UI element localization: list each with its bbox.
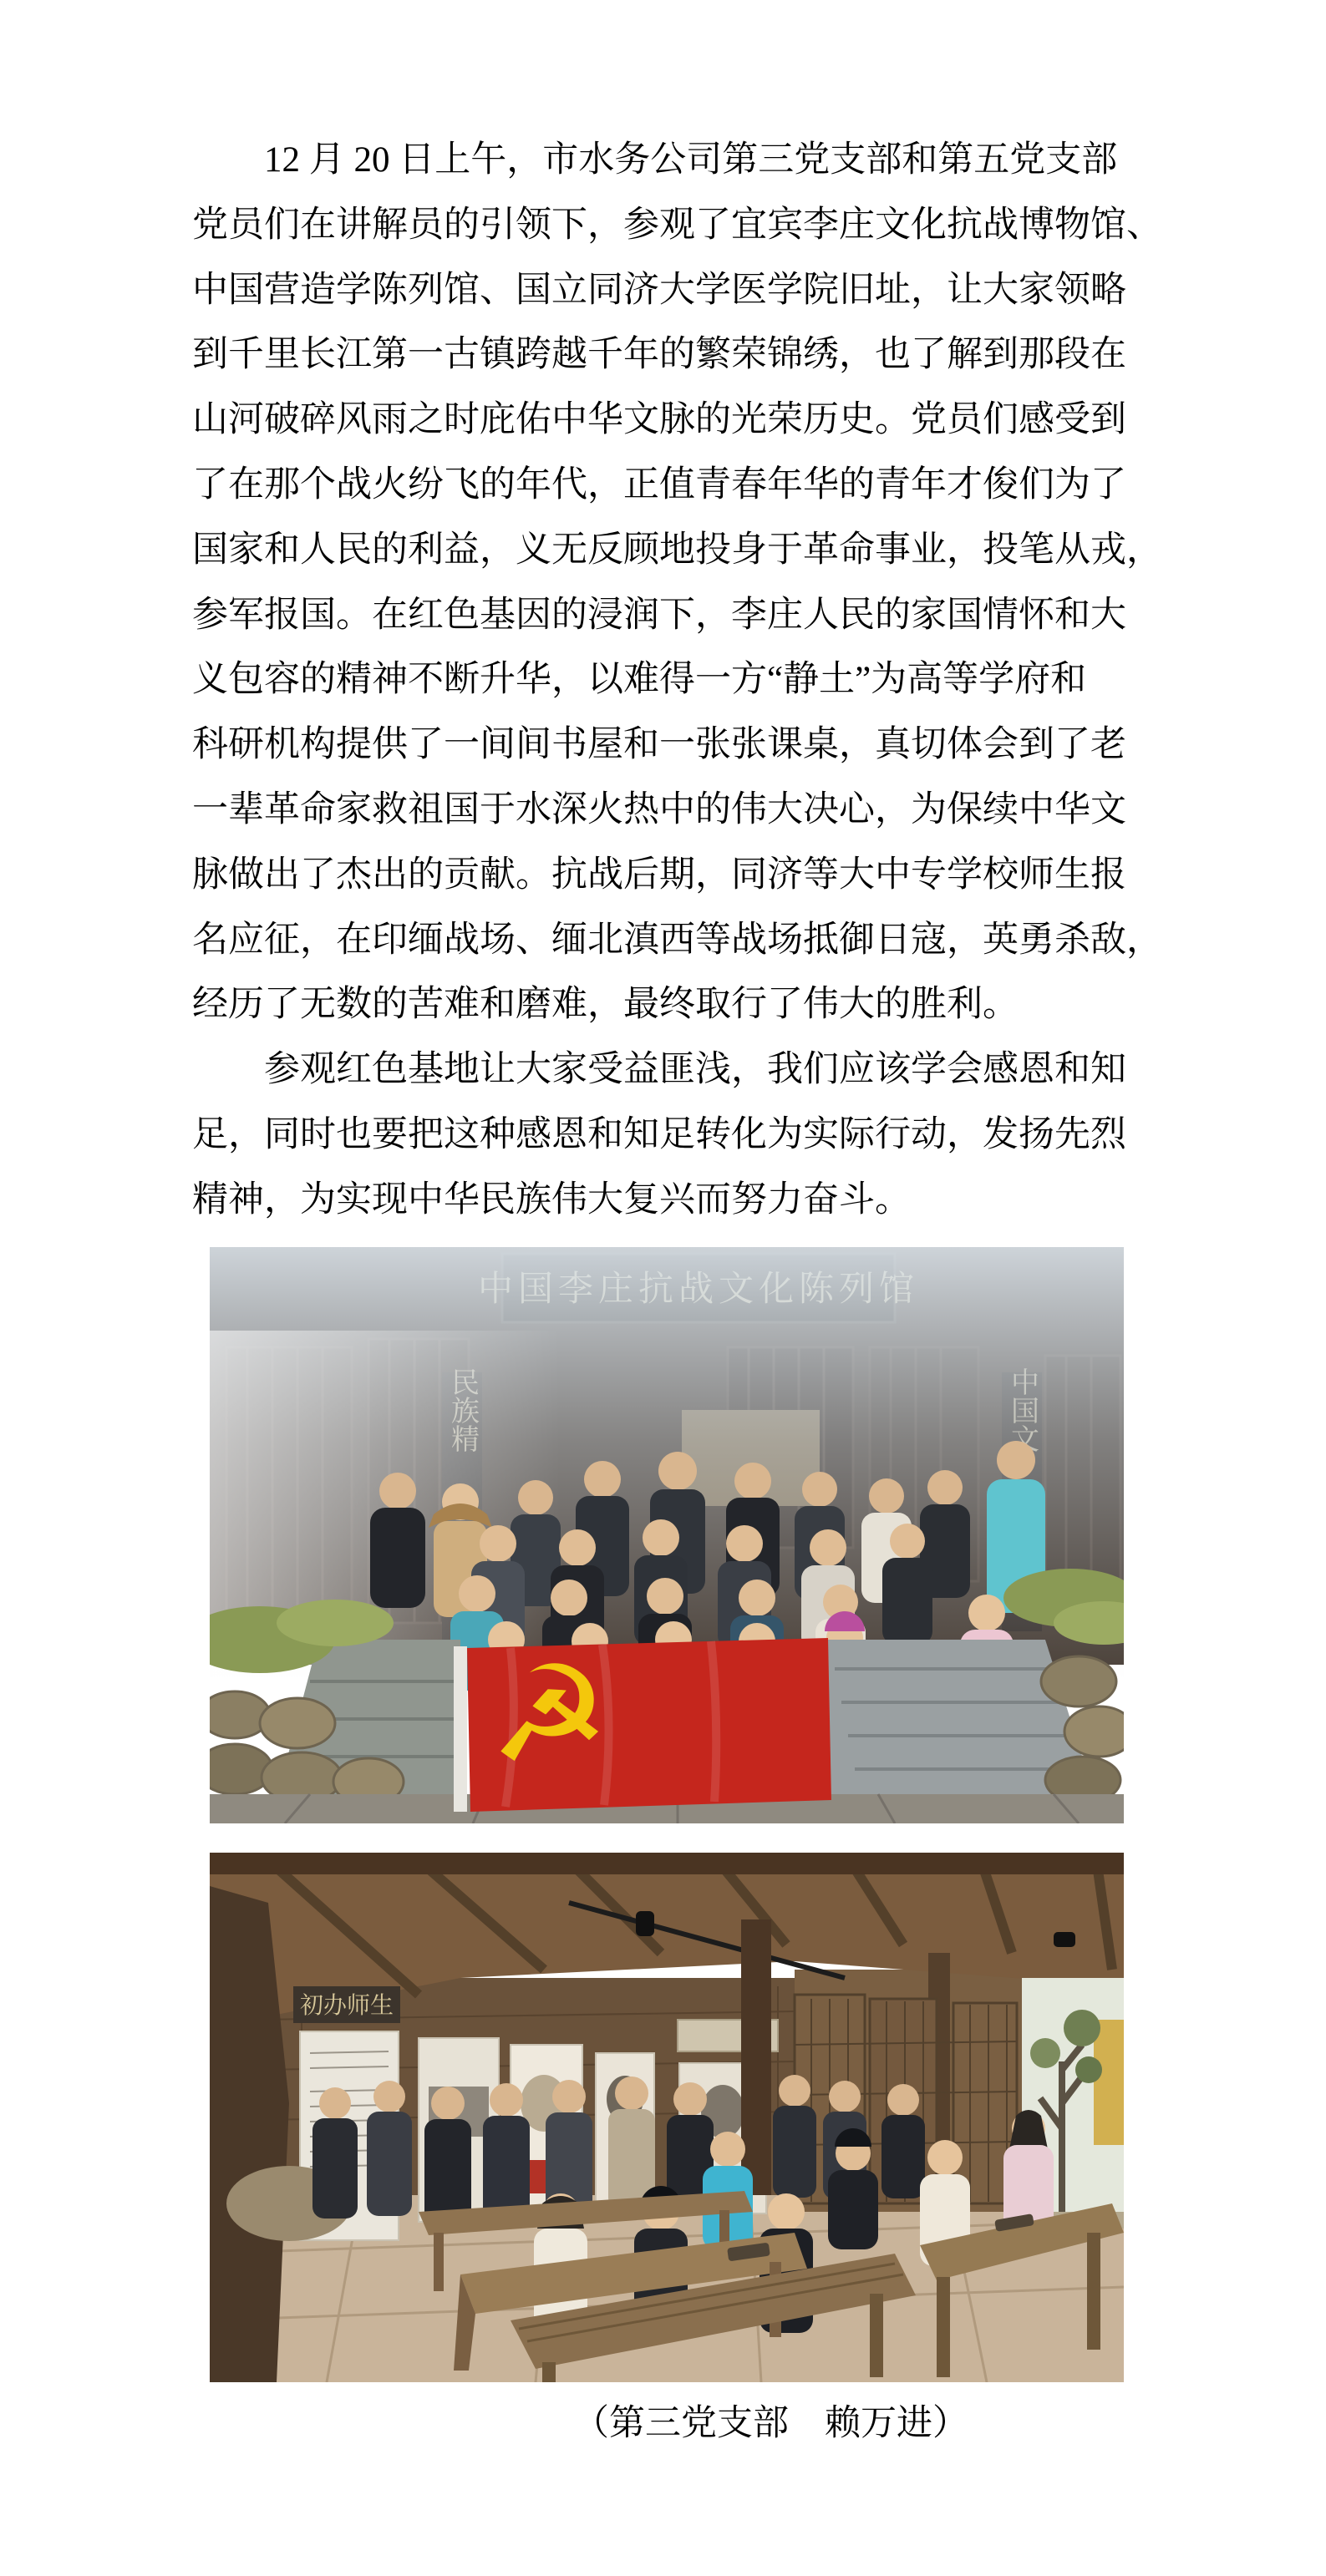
body-line: 脉做出了杰出的贡献。抗战后期，同济等大中专学校师生报	[192, 854, 1126, 895]
body-line: 精神，为实现中华民族伟大复兴而努力奋斗。	[192, 1179, 911, 1220]
exhibit-sign-text: 初办师生	[299, 1993, 394, 2019]
body-line: 参军报国。在红色基因的浸润下，李庄人民的家国情怀和大	[192, 595, 1126, 635]
body-line: 中国营造学陈列馆、国立同济大学医学院旧址，让大家领略	[192, 270, 1126, 310]
article-body	[192, 128, 1170, 1233]
body-line: 名应征，在印缅战场、缅北滇西等战场抵御日寇，英勇杀敌，	[192, 920, 1162, 960]
body-line: 足，同时也要把这种感恩和知足转化为实际行动，发扬先烈	[192, 1114, 1126, 1154]
wood-column	[741, 1919, 771, 2195]
hammer-sickle-icon: ☭	[490, 1636, 610, 1793]
photo-indoor-visit	[210, 1853, 1124, 2382]
photo-outdoor-group	[210, 1247, 1124, 1823]
body-line: 科研机构提供了一间间书屋和一张张课桌，真切体会到了老	[192, 725, 1126, 765]
party-flag	[454, 1636, 831, 1812]
body-line: 经历了无数的苦难和磨难，最终取行了伟大的胜利。	[192, 985, 1019, 1025]
body-line: 山河破碎风雨之时庇佑中华文脉的光荣历史。党员们感受到	[192, 400, 1126, 440]
top-beam	[210, 1853, 1124, 1874]
body-line: 参观红色基地让大家受益匪浅，我们应该学会感恩和知	[264, 1050, 1126, 1090]
body-line: 一辈革命家救祖国于水深火热中的伟大决心，为保续中华文	[192, 789, 1126, 829]
body-line: 党员们在讲解员的引领下，参观了宜宾李庄文化抗战博物馆、	[192, 205, 1162, 245]
body-line: 义包容的精神不断升华，以难得一方“静土”为高等学府和	[192, 660, 1087, 700]
body-line: 国家和人民的利益，义无反顾地投身于革命事业，投笔从戎，	[192, 530, 1162, 570]
body-line: 12 月 20 日上午，市水务公司第三党支部和第五党支部	[264, 140, 1118, 180]
body-line: 到千里长江第一古镇跨越千年的繁荣锦绣，也了解到那段在	[192, 335, 1126, 375]
author-signature: （第三党支部 赖万进）	[573, 2404, 968, 2443]
body-line: 了在那个战火纷飞的年代，正值青春年华的青年才俊们为了	[192, 464, 1126, 505]
